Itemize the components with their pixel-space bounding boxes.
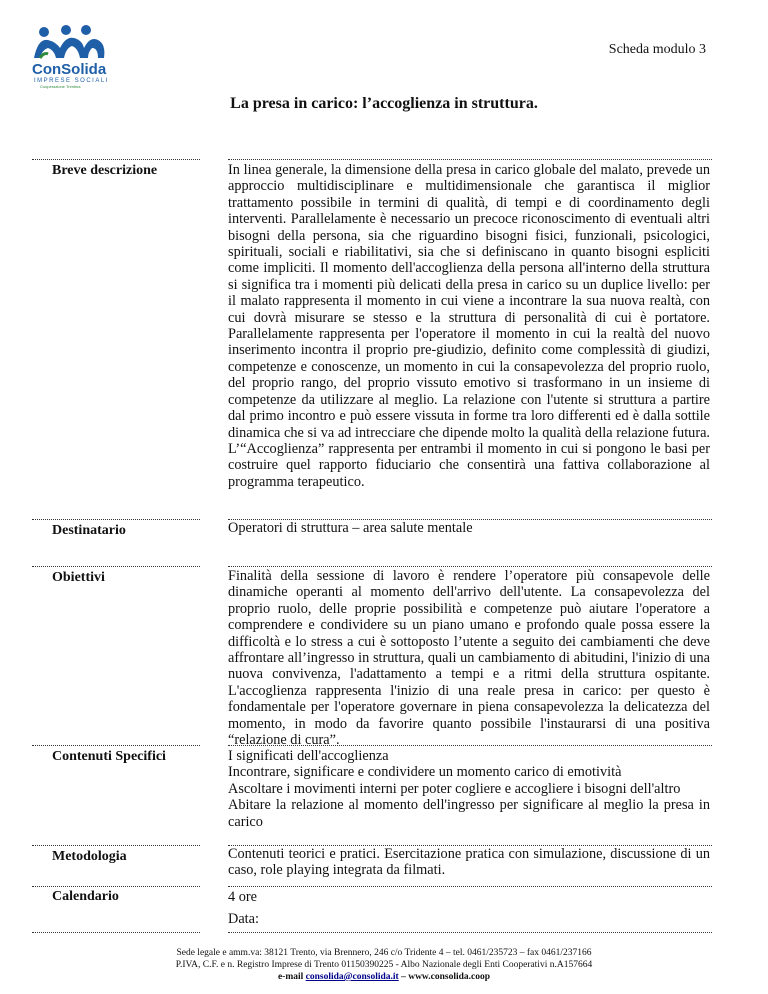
divider — [228, 745, 712, 746]
text-obiettivi: Finalità della sessione di lavoro è rendere l’operatore più consapevole delle dinamiche operanti al momento dell'arrivo dell'utente. La consapevolezza del proprio ruolo, delle proprie possibilità e competenze può aiutare l'operatore a comprendere e condividere su un piano umano e profondo quale possa essere la difficoltà e lo stress a cui è sottoposto l’utente a seguito dei cambiamenti che deve affrontare all’ingresso in struttura, quali un cambiamento di abitudini, l'inizio di una nuova convivenza, l'adattamento a tempi e a ritmi della struttura ospitante. L'accoglienza rappresenta l'inizio di una reale presa in carico: per questo è fondamentale per l'operatore governare in piena consapevolezza la delicatezza del momento, in modo da favorire quanto possibile l'instaurarsi di una positiva “relazione di cura”. — [228, 568, 710, 749]
divider — [32, 886, 200, 887]
list-item: Ascoltare i movimenti interni per poter cogliere e accogliere i bisogni dell'altro — [228, 780, 681, 797]
divider — [32, 745, 200, 746]
divider — [228, 566, 712, 567]
svg-text:ConSolida: ConSolida — [32, 61, 107, 78]
text-calendario-data: Data: — [228, 911, 259, 927]
text-destinatario: Operatori di struttura – area salute mentale — [228, 520, 473, 536]
label-contenuti-specifici: Contenuti Specifici — [52, 749, 166, 764]
footer — [0, 947, 768, 983]
divider — [228, 932, 712, 933]
footer-website: www.consolida.coop — [408, 972, 491, 982]
divider — [32, 845, 200, 846]
label-metodologia: Metodologia — [52, 849, 127, 864]
footer-email-label: e-mail — [277, 972, 304, 982]
label-destinatario: Destinatario — [52, 523, 126, 538]
page-title: La presa in carico: l’accoglienza in struttura. — [230, 95, 538, 112]
divider — [32, 566, 200, 567]
text-calendario-hours: 4 ore — [228, 889, 257, 905]
footer-separator: – — [401, 972, 406, 982]
divider — [228, 159, 712, 160]
footer-contacts — [0, 971, 768, 983]
label-calendario: Calendario — [52, 889, 119, 904]
people-logo-icon — [30, 24, 112, 90]
list-item: I significati dell'accoglienza — [228, 748, 389, 764]
label-obiettivi: Obiettivi — [52, 570, 105, 585]
text-metodologia: Contenuti teorici e pratici. Esercitazione pratica con simulazione, discussione di un caso, role playing integrata da filmati. — [228, 846, 710, 879]
svg-text:IMPRESE SOCIALI: IMPRESE SOCIALI — [34, 78, 109, 84]
scheda-label: Scheda modulo 3 — [608, 42, 706, 57]
divider — [32, 159, 200, 160]
list-item: Abitare la relazione al momento dell'ingresso per significare al meglio la presa in carico — [228, 797, 710, 830]
label-breve-descrizione: Breve descrizione — [52, 163, 158, 178]
footer-registry: P.IVA, C.F. e n. Registro Imprese di Trento 01150390225 - Albo Nazionale degli Enti Cooperativi n.A157664 — [175, 960, 593, 970]
divider — [228, 886, 712, 887]
footer-email-link[interactable]: consolida@consolida.it — [305, 972, 399, 982]
consolida-logo — [30, 24, 112, 90]
divider — [32, 932, 200, 933]
footer-address: Sede legale e amm.va: 38121 Trento, via Brennero, 246 c/o Tridente 4 – tel. 0461/235723 – fax 0461/237166 — [176, 948, 592, 958]
list-contenuti-specifici — [228, 748, 710, 830]
svg-text:Cooperazione Trentina: Cooperazione Trentina — [40, 84, 81, 89]
text-breve-descrizione: In linea generale, la dimensione della presa in carico globale del malato, prevede un approccio multidisciplinare e multidimensionale che garantisca il miglior trattamento possibile in termini di qualità, di tempi e di coordinamento degli interventi. Parallelamente è necessario un precoce riconoscimento di eventuali altri bisogni della persona, sia che riguardino bisogni fisici, funzionali, psicologici, spirituali, sociali e riabilitativi, sia che si definiscano in quanto bisogni espliciti come impliciti. Il momento dell'accoglienza della persona all'interno della struttura si significa tra i momenti più delicati della presa in carico su un duplice livello: per il malato rappresenta il momento in cui viene a incontrare la sua nuova realtà, con cui dovrà misurare se stesso e la struttura di personalità di cui è portatore. Parallelamente rappresenta per l'operatore il momento in cui la realtà del nuovo inserimento incontra il proprio pre-giudizio, definito come complessità di giudizi, competenze e conoscenze, un momento in cui la consapevolezza del proprio ruolo, del proprio rango, del proprio vissuto emotivo si trasformano in un insieme di competenze da utilizzare al meglio. La relazione con l'utente si struttura a partire dal primo incontro e può essere vissuta in forme tra loro differenti ed è dalla sottile dinamica che si va ad intrecciare che dipende molto la qualità della relazione futura. L’“Accoglienza” rappresenta per entrambi il momento in cui si pongono le basi per costruire quel rapporto fiduciario che consentirà una fattiva collaborazione al programma terapeutico. — [228, 162, 710, 490]
list-item: Incontrare, significare e condividere un momento carico di emotività — [228, 764, 622, 781]
divider — [32, 519, 200, 520]
